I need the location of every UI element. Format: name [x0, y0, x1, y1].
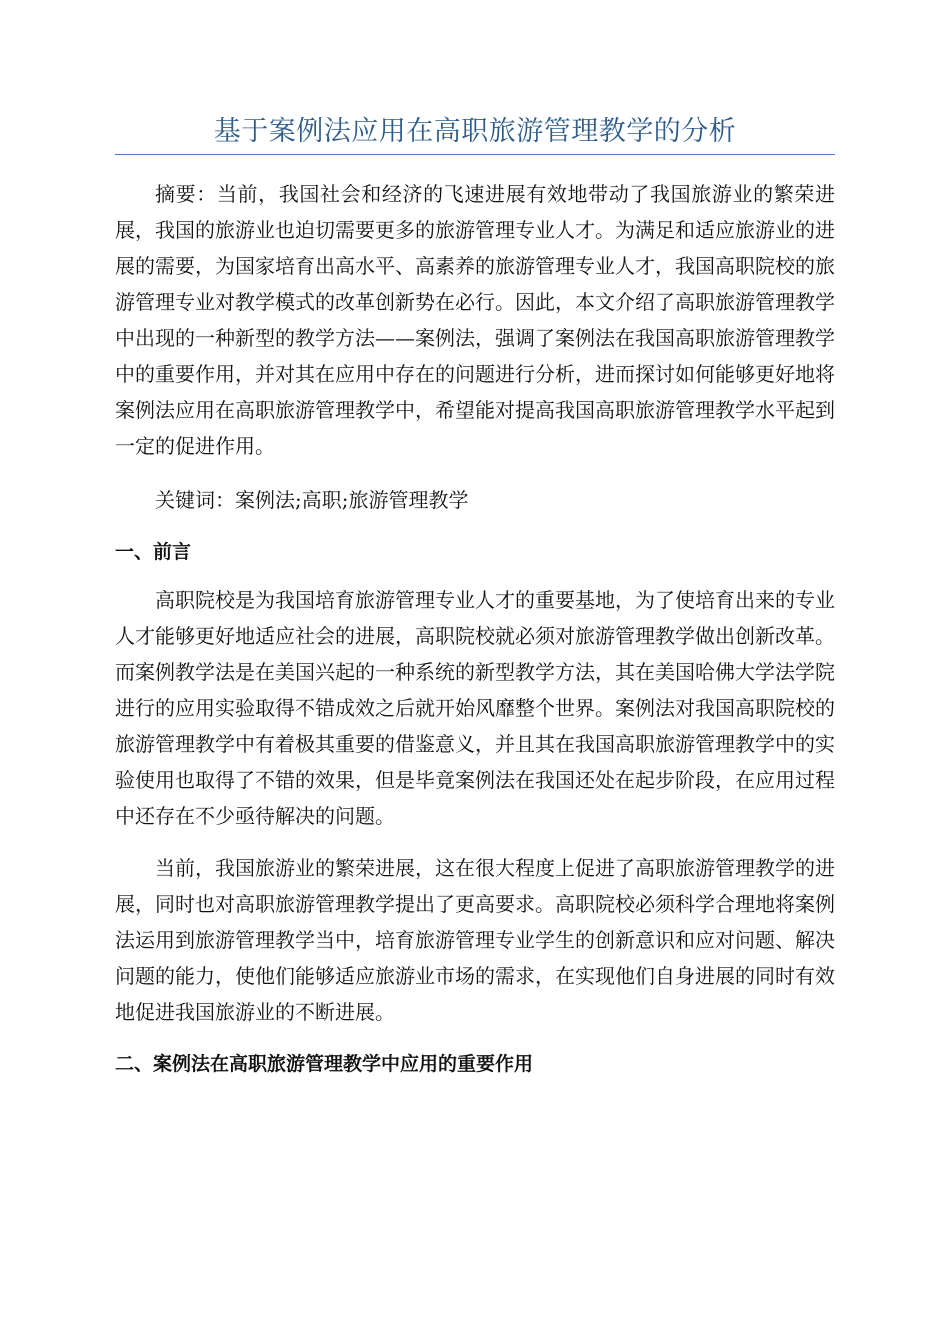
- document-body: [115, 176, 835, 1082]
- body-paragraph: 当前，我国旅游业的繁荣进展，这在很大程度上促进了高职旅游管理教学的进展，同时也对高职旅游管理教学提出了更高要求。高职院校必须科学合理地将案例法运用到旅游管理教学当中，培育旅游管理专业学生的创新意识和应对问题、解决问题的能力，使他们能够适应旅游业市场的需求，在实现他们自身进展的同时有效地促进我国旅游业的不断进展。: [115, 856, 835, 1024]
- body-paragraph: 高职院校是为我国培育旅游管理专业人才的重要基地，为了使培育出来的专业人才能够更好地适应社会的进展，高职院校就必须对旅游管理教学做出创新改革。而案例教学法是在美国兴起的一种系统的新型教学方法，其在美国哈佛大学法学院进行的应用实验取得不错成效之后就开始风靡整个世界。案例法对我国高职院校的旅游管理教学中有着极其重要的借鉴意义，并且其在我国高职旅游管理教学中的实验使用也取得了不错的效果，但是毕竟案例法在我国还处在起步阶段，在应用过程中还存在不少亟待解决的问题。: [115, 588, 835, 828]
- abstract-paragraph: 摘要：当前，我国社会和经济的飞速进展有效地带动了我国旅游业的繁荣进展，我国的旅游业也迫切需要更多的旅游管理专业人才。为满足和适应旅游业的进展的需要，为国家培育出高水平、高素养的旅游管理专业人才，我国高职院校的旅游管理专业对教学模式的改革创新势在必行。因此，本文介绍了高职旅游管理教学中出现的一种新型的教学方法——案例法，强调了案例法在我国高职旅游管理教学中的重要作用，并对其在应用中存在的问题进行分析，进而探讨如何能够更好地将案例法应用在高职旅游管理教学中，希望能对提高我国高职旅游管理教学水平起到一定的促进作用。: [115, 182, 835, 458]
- document-title: 基于案例法应用在高职旅游管理教学的分析: [213, 116, 737, 147]
- keywords-line: 关键词：案例法;高职;旅游管理教学: [155, 488, 469, 512]
- title-underline: [115, 154, 835, 155]
- section-body-1: [115, 582, 835, 1030]
- section-heading-2: 二、案例法在高职旅游管理教学中应用的重要作用: [115, 1053, 534, 1075]
- section-heading-1: 一、前言: [115, 541, 192, 563]
